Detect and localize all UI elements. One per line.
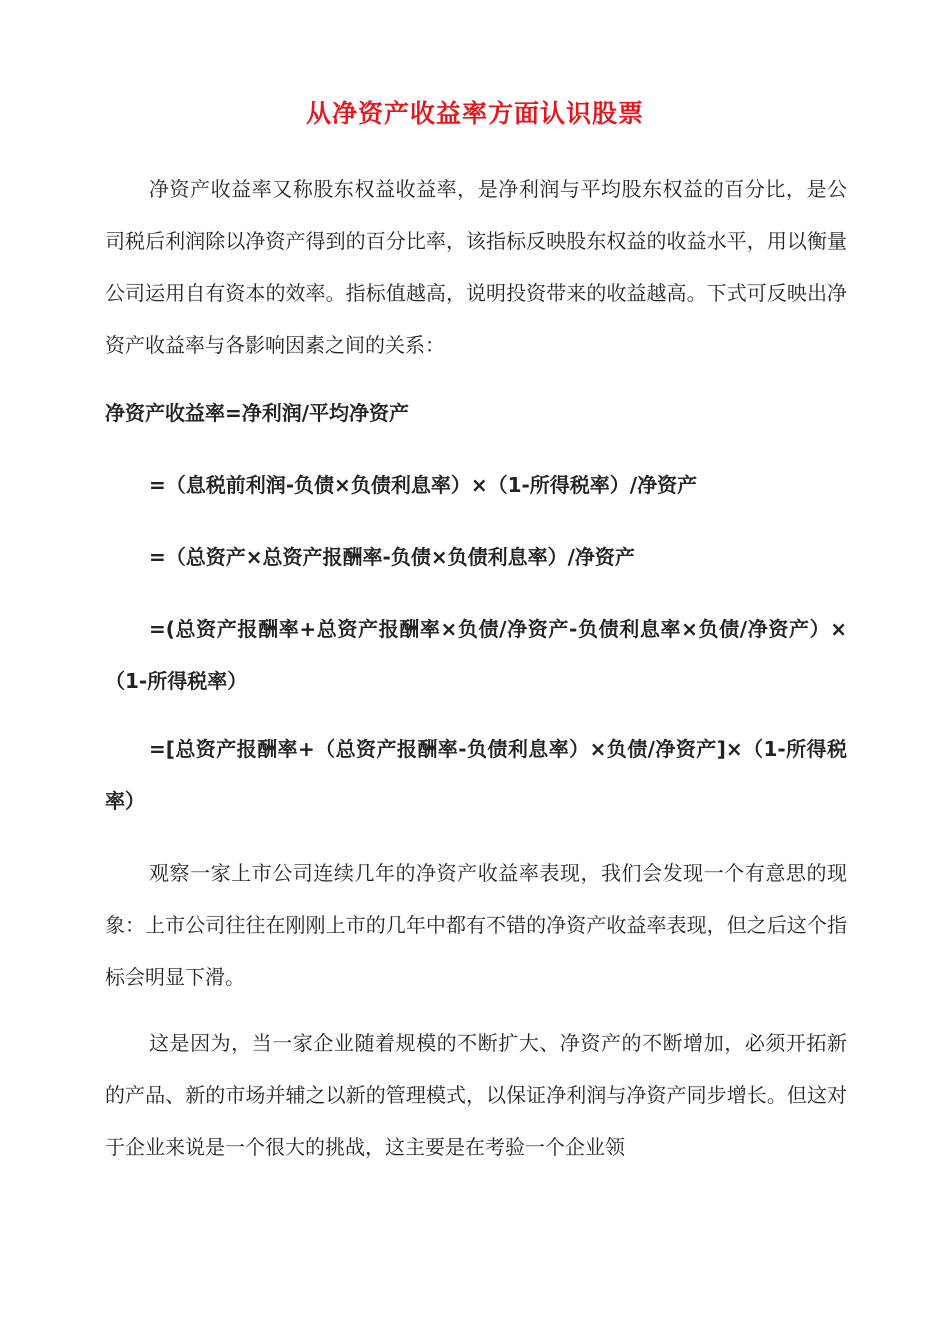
intro-paragraph: 净资产收益率又称股东权益收益率，是净利润与平均股东权益的百分比，是公司税后利润除以净资产得到的百分比率，该指标反映股东权益的收益水平，用以衡量公司运用自有资本的效率。指标值越高，说明投资带来的收益越高。下式可反映出净资产收益率与各影响因素之间的关系： xyxy=(105,177,847,357)
document-title: 从净资产收益率方面认识股票 xyxy=(305,99,644,128)
formula-line-5: =[总资产报酬率+（总资产报酬率-负债利息率）×负债/净资产]×（1-所得税率） xyxy=(105,737,847,813)
formula-line-4: =(总资产报酬率+总资产报酬率×负债/净资产-负债利息率×负债/净资产）×（1-所得税率） xyxy=(105,617,847,693)
paragraph-observation: 观察一家上市公司连续几年的净资产收益率表现，我们会发现一个有意思的现象：上市公司往往在刚刚上市的几年中都有不错的净资产收益率表现，但之后这个指标会明显下滑。 xyxy=(105,861,847,989)
formula-line-2: =（息税前利润-负债×负债利息率）×（1-所得税率）/净资产 xyxy=(149,473,698,497)
formula-line-1: 净资产收益率=净利润/平均净资产 xyxy=(105,401,410,425)
paragraph-explanation: 这是因为，当一家企业随着规模的不断扩大、净资产的不断增加，必须开拓新的产品、新的市场并辅之以新的管理模式，以保证净利润与净资产同步增长。但这对于企业来说是一个很大的挑战，这主要是在考验一个企业领 xyxy=(105,1031,847,1159)
formula-line-3: =（总资产×总资产报酬率-负债×负债利息率）/净资产 xyxy=(149,545,635,569)
